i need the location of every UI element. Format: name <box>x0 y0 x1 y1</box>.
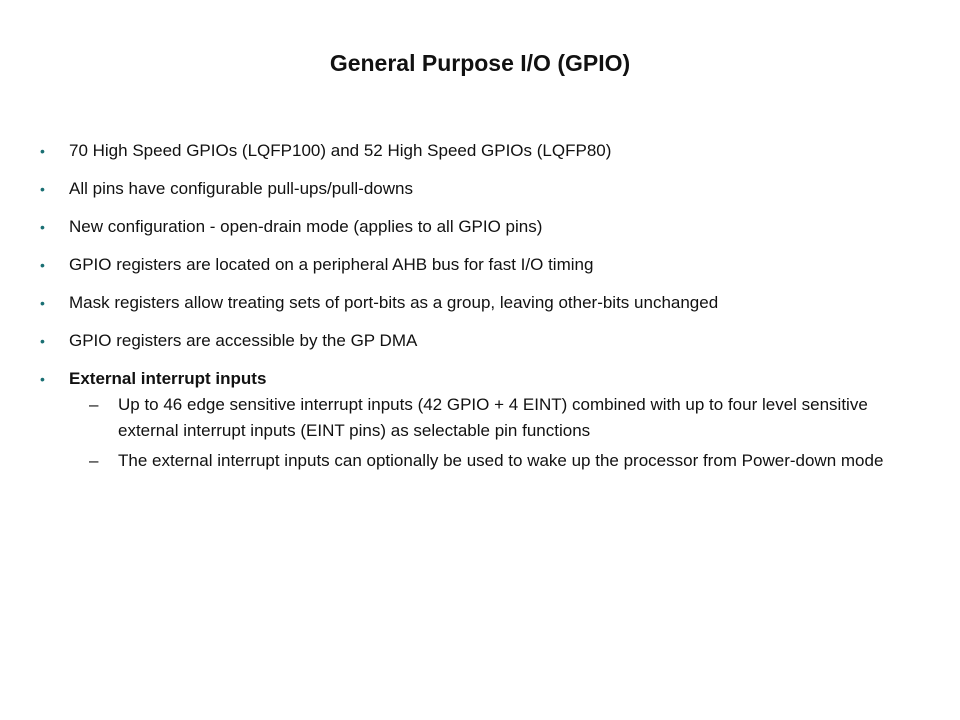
sub-bullet-item <box>69 392 918 444</box>
bullet-item <box>38 216 918 238</box>
sub-bullet-list <box>69 392 918 474</box>
dash-icon: – <box>89 395 99 414</box>
bullet-dot-icon: • <box>40 333 45 349</box>
bullet-text: New configuration - open-drain mode (applies to all GPIO pins) <box>69 217 543 236</box>
bullet-text: GPIO registers are accessible by the GP DMA <box>69 331 418 350</box>
bullet-dot-icon: • <box>40 143 45 159</box>
slide-title: General Purpose I/O (GPIO) <box>329 50 631 76</box>
bullet-item <box>38 178 918 200</box>
bullet-text: GPIO registers are located on a peripheral AHB bus for fast I/O timing <box>69 255 594 274</box>
bullet-text: External interrupt inputs <box>69 369 267 388</box>
bullet-list <box>38 140 918 490</box>
bullet-text: 70 High Speed GPIOs (LQFP100) and 52 High Speed GPIOs (LQFP80) <box>69 141 612 160</box>
sub-bullet-text: The external interrupt inputs can optionally be used to wake up the processor from Power-down mode <box>118 451 884 470</box>
bullet-text: Mask registers allow treating sets of port-bits as a group, leaving other-bits unchanged <box>69 293 719 312</box>
sub-bullet-text: Up to 46 edge sensitive interrupt inputs (42 GPIO + 4 EINT) combined with up to four level sensitive external interrupt inputs (EINT pins) as selectable pin functions <box>118 395 868 440</box>
bullet-item <box>38 140 918 162</box>
bullet-dot-icon: • <box>40 295 45 311</box>
dash-icon: – <box>89 451 99 470</box>
bullet-item <box>38 330 918 352</box>
bullet-item-external-interrupts <box>38 368 918 474</box>
bullet-dot-icon: • <box>40 371 45 387</box>
bullet-dot-icon: • <box>40 257 45 273</box>
sub-bullet-item <box>69 448 918 474</box>
bullet-dot-icon: • <box>40 181 45 197</box>
bullet-item <box>38 254 918 276</box>
bullet-item <box>38 292 918 314</box>
bullet-text: All pins have configurable pull-ups/pull-downs <box>69 179 413 198</box>
bullet-dot-icon: • <box>40 219 45 235</box>
